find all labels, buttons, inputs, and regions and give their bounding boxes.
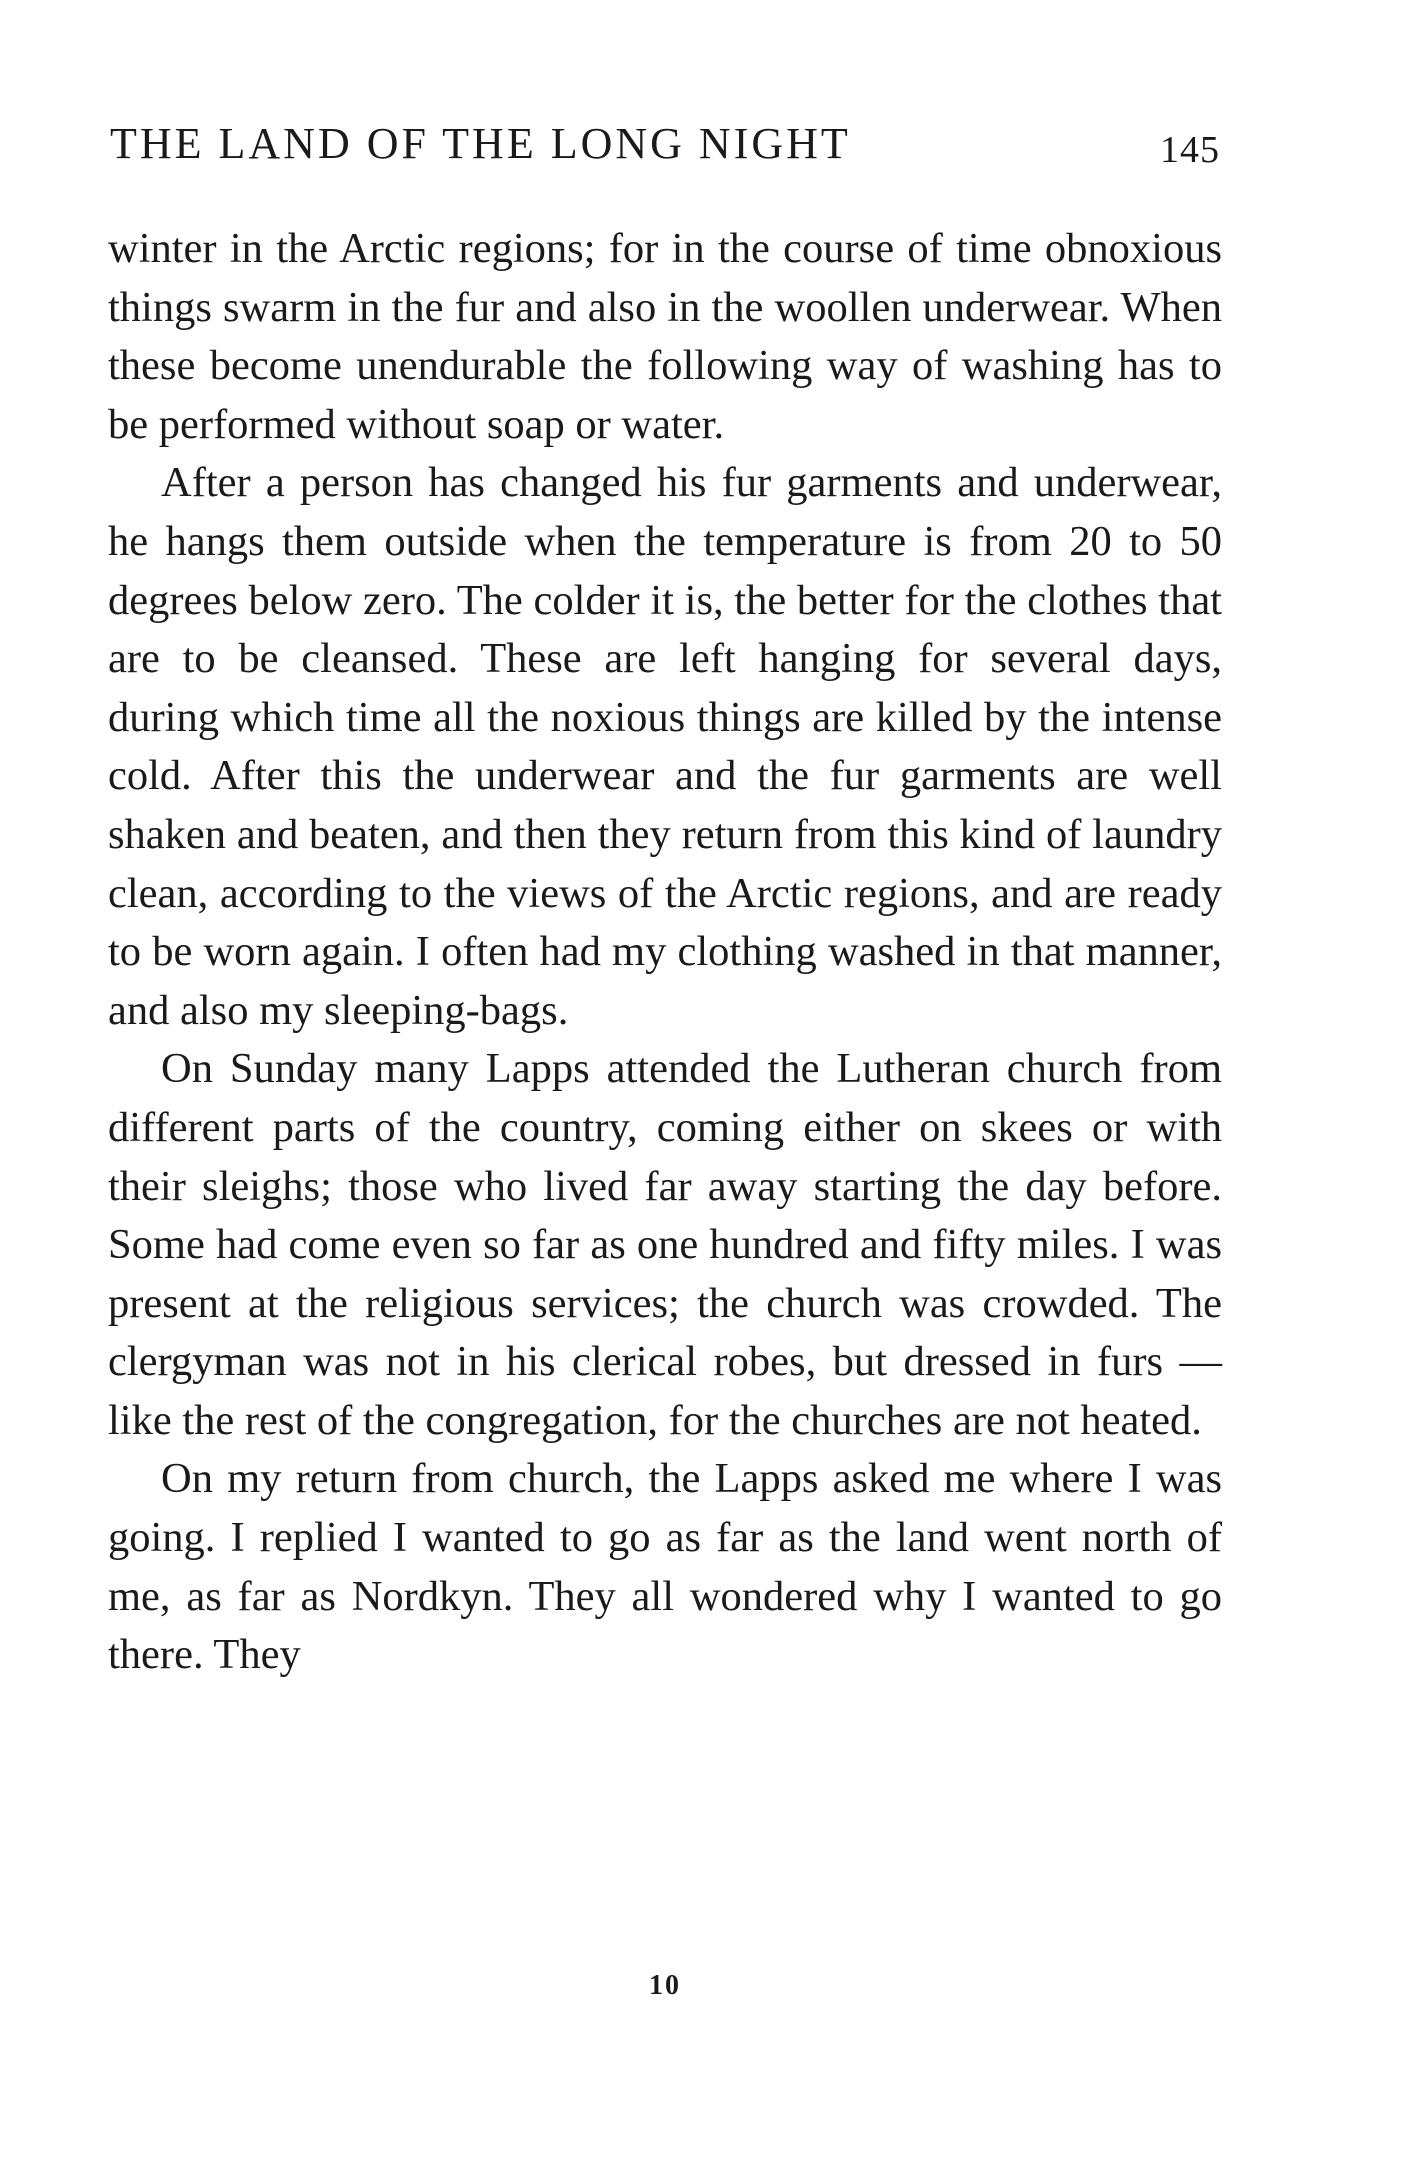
running-header — [110, 118, 1220, 178]
paragraph: On my return from church, the Lapps asked me where I was going. I replied I wanted to go as far as the land went north of me, as far as Nordkyn. They all wondered why I wanted to go there. They — [108, 1455, 1222, 1679]
paragraph-continued: winter in the Arctic regions; for in the course of time obnoxious things swarm in the fur and also in the woollen underwear. When these become unendurable the following way of washing has to be performed without soap or water. — [108, 225, 1222, 448]
page-number: 145 — [1160, 129, 1220, 171]
signature-mark: 10 — [649, 1970, 681, 2001]
body-text — [108, 220, 1222, 1685]
paragraph: After a person has changed his fur garments and underwear, he hangs them outside when the temperature is from 20 to 50 degrees below zero. The colder it is, the better for the clothes that are to be cleansed. These are left hanging for several days, during which time all the noxious things are killed by the intense cold. After this the underwear and the fur garments are well shaken and beaten, and then they return from this kind of laundry clean, according to the views of the Arctic regions, and are ready to be worn again. I often had my clothing washed in that manner, and also my sleeping-bags. — [108, 459, 1222, 1034]
paragraph: On Sunday many Lapps attended the Lutheran church from different parts of the country, coming either on skees or with their sleighs; those who lived far away starting the day before. Some had come even so far as one hundred and fifty miles. I was present at the religious services; the church was crowded. The clergyman was not in his clerical robes, but dressed in furs — like the rest of the congregation, for the churches are not heated. — [108, 1045, 1222, 1444]
running-title: THE LAND OF THE LONG NIGHT — [110, 119, 851, 168]
